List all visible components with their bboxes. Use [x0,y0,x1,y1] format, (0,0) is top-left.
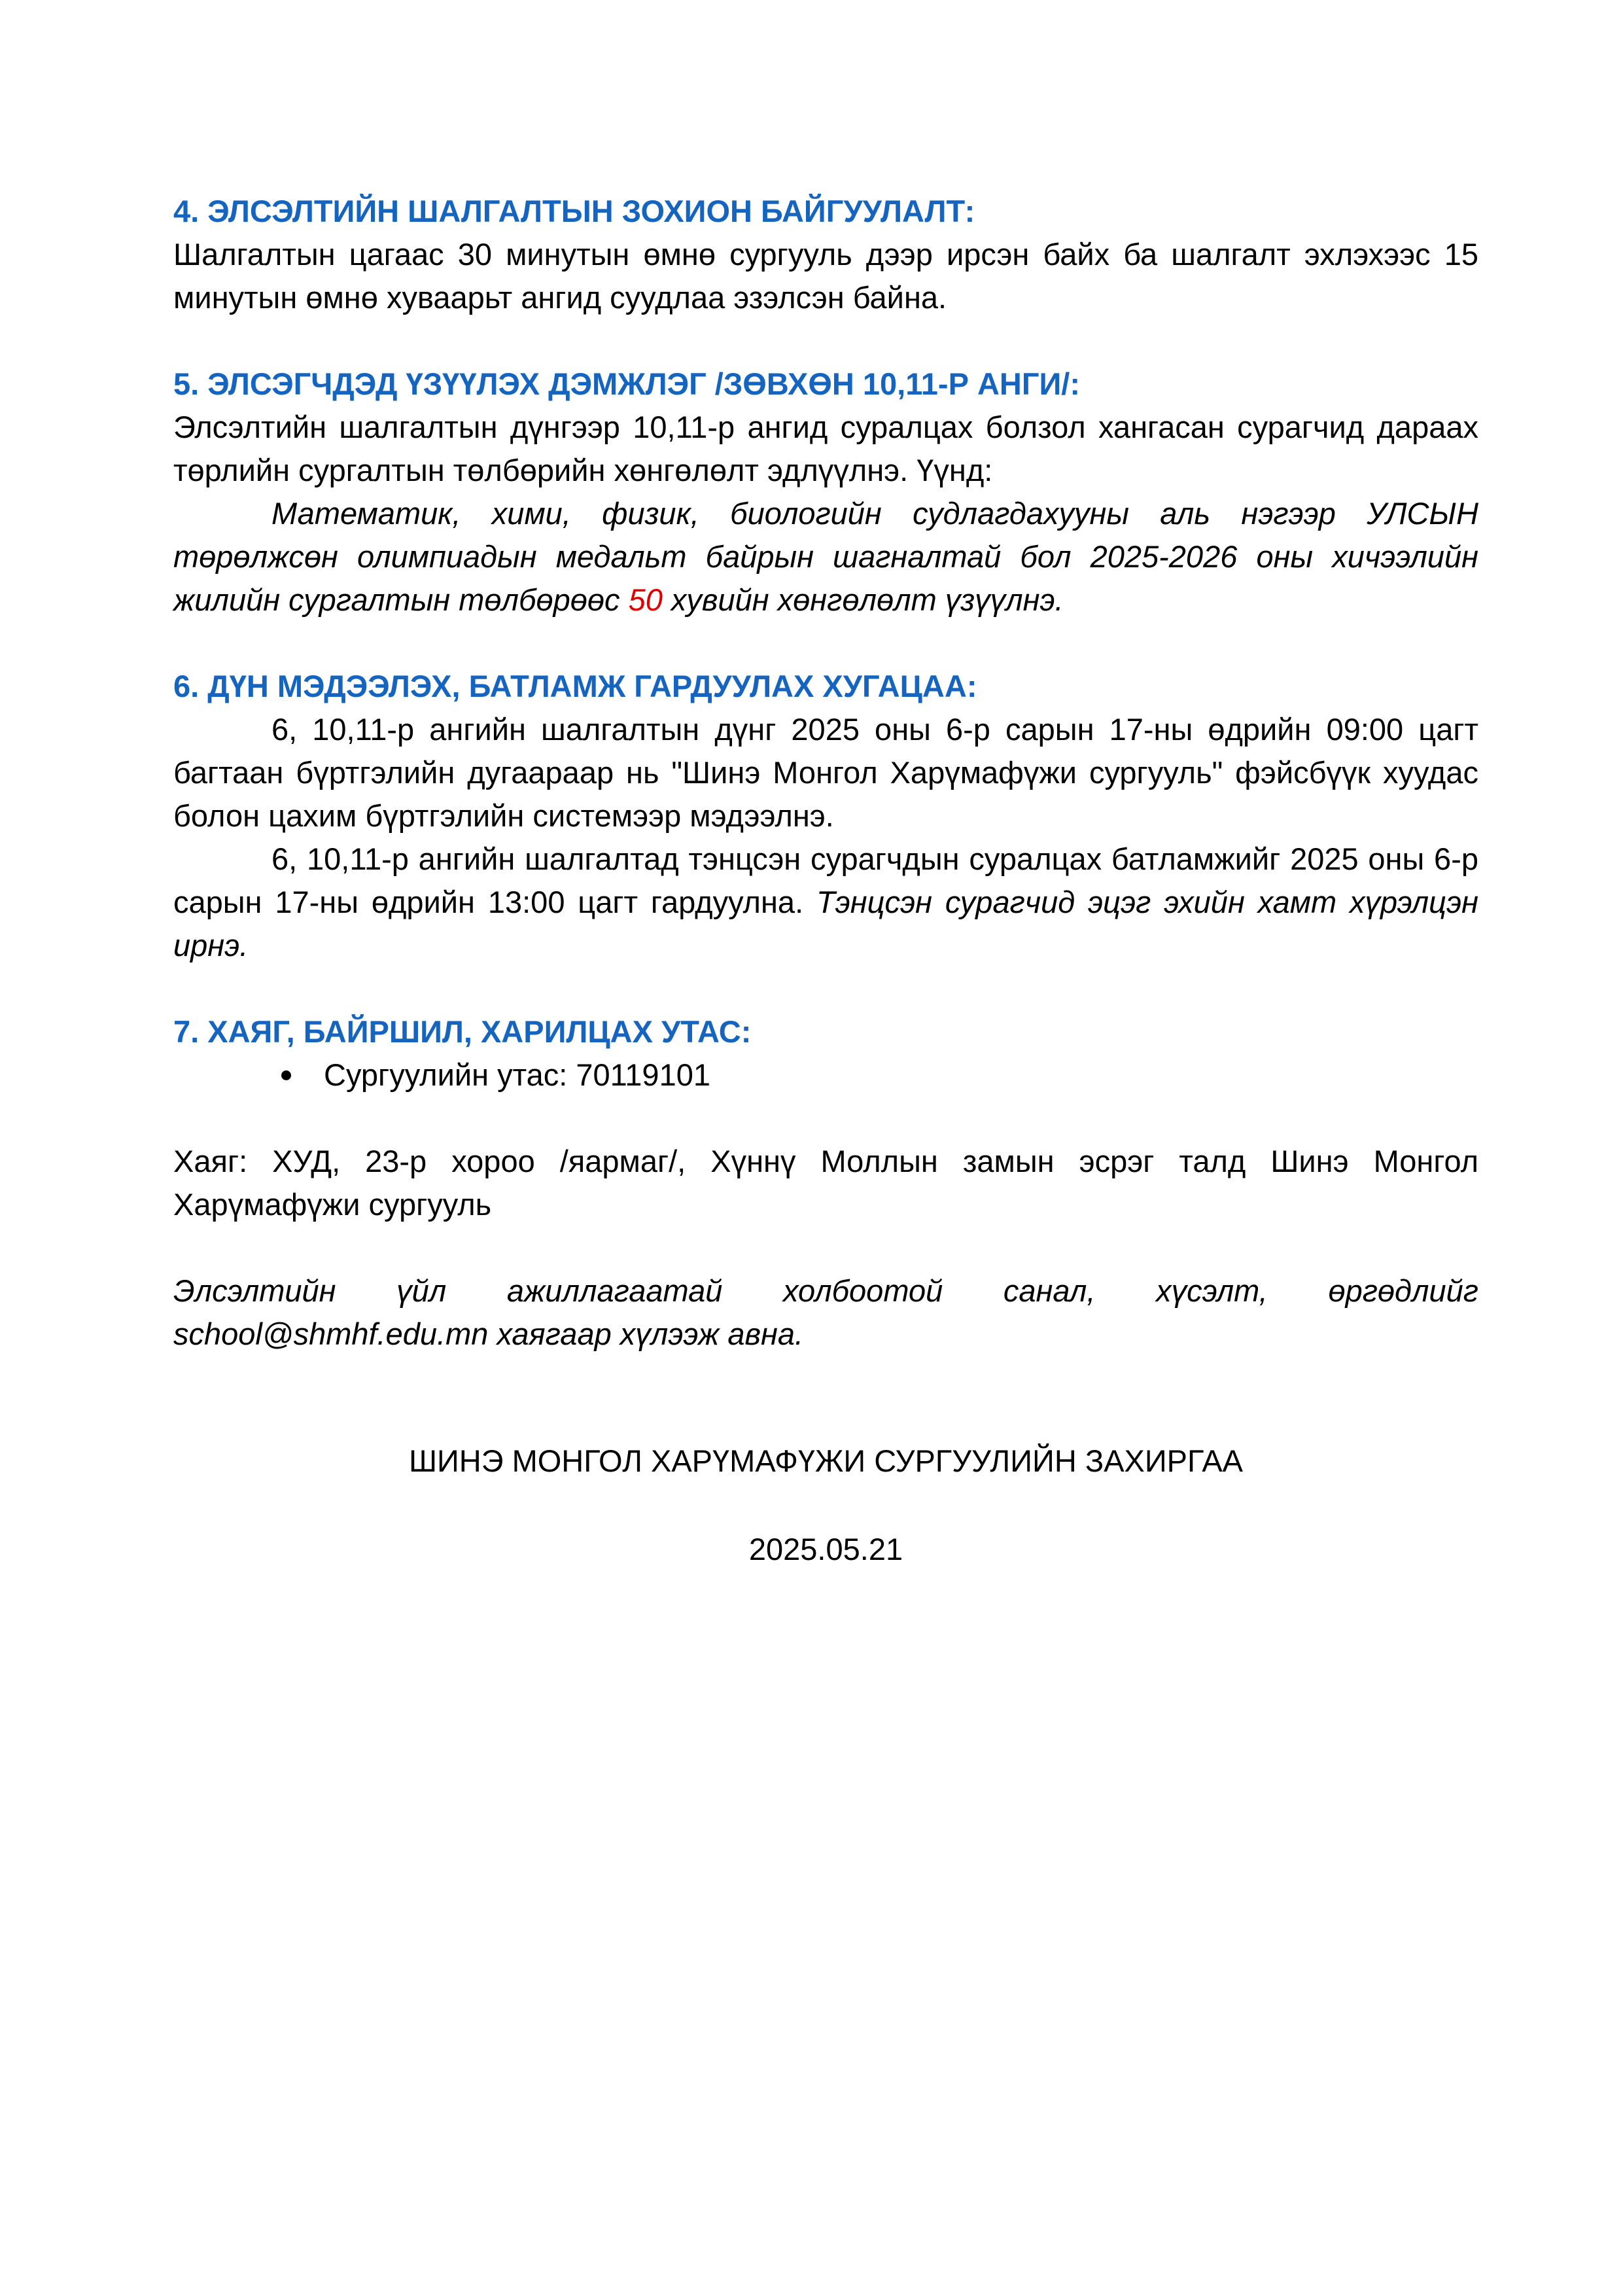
section-5-discount-paragraph [173,492,1478,622]
section-6-results-paragraph: 6, 10,11-р ангийн шалгалтын дүнг 2025 оны 6-р сарын 17-ны өдрийн 09:00 цагт багтаан бүртгэлийн дугаараар нь "Шинэ Монгол Харүмафүжи сургууль" фэйсбүүк хуудас болон цахим бүртгэлийн системээр мэдээлнэ. [173,712,1478,833]
discount-percent: 50 [628,582,663,617]
school-phone: Сургуулийн утас: 70119101 [324,1057,710,1092]
spacer [173,622,1478,665]
administration-signature: ШИНЭ МОНГОЛ ХАРҮМАФҮЖИ СУРГУУЛИЙН ЗАХИРГАА [408,1443,1244,1478]
discount-text-before: Математик, хими, физик, биологийн судлагдахууны аль нэгээр УЛСЫН төрөлжсөн олимпиадын медальт байрын шагналтай бол 2025-2026 оны хичээлийн жилийн сургалтын төлбөрөөс [173,496,1478,617]
bullet-icon [281,1070,291,1080]
discount-text-after: хувийн хөнгөлөлт үзүүлнэ. [662,582,1064,617]
section-7-heading: 7. ХАЯГ, БАЙРШИЛ, ХАРИЛЦАХ УТАС: [173,1014,752,1049]
contact-line-1: Элсэлтийн үйл ажиллагаатай холбоотой санал, хүсэлт, өргөдлийг [173,1273,1478,1308]
section-6-certificate-paragraph [173,838,1478,967]
document-body [173,190,1478,1356]
section-4-heading: 4. ЭЛСЭЛТИЙН ШАЛГАЛТЫН ЗОХИОН БАЙГУУЛАЛТ: [173,194,975,228]
section-5-heading: 5. ЭЛСЭГЧДЭД ҮЗҮҮЛЭХ ДЭМЖЛЭГ /ЗӨВХӨН 10,11-Р АНГИ/: [173,366,1080,401]
school-address: Хаяг: ХУД, 23-р хороо /яармаг/, Хүннү Моллын замын эсрэг талд Шинэ Монгол Харүмафүжи сургууль [173,1144,1478,1222]
section-5-paragraph: Элсэлтийн шалгалтын дүнгээр 10,11-р ангид суралцах болзол хангасан сурагчид дараах төрлийн сургалтын төлбөрийн хөнгөлөлт эдлүүлнэ. Үүнд: [173,410,1478,487]
spacer [173,967,1478,1010]
phone-list-item [173,1053,1478,1097]
document-date: 2025.05.21 [748,1532,903,1566]
spacer [173,1226,1478,1269]
section-6-heading: 6. ДҮН МЭДЭЭЛЭХ, БАТЛАМЖ ГАРДУУЛАХ ХУГАЦАА: [173,669,977,703]
spacer [173,1097,1478,1140]
certificate-text: 6, 10,11-р ангийн шалгалтад тэнцсэн сурагчдын суралцах батламжийг 2025 оны 6-р сарын 17-ны өдрийн 13:00 цагт гардуулна. [173,841,1478,919]
parent-attendance-note: Тэнцсэн сурагчид эцэг эхийн хамт хүрэлцэн ирнэ. [173,885,1478,963]
contact-line-2: school@shmhf.edu.mn хаягаар хүлээж авна. [173,1316,804,1351]
section-4-paragraph: Шалгалтын цагаас 30 минутын өмнө сургууль дээр ирсэн байх ба шалгалт эхлэхээс 15 минутын өмнө хуваарьт ангид суудлаа эзэлсэн байна. [173,237,1478,315]
spacer [173,319,1478,362]
